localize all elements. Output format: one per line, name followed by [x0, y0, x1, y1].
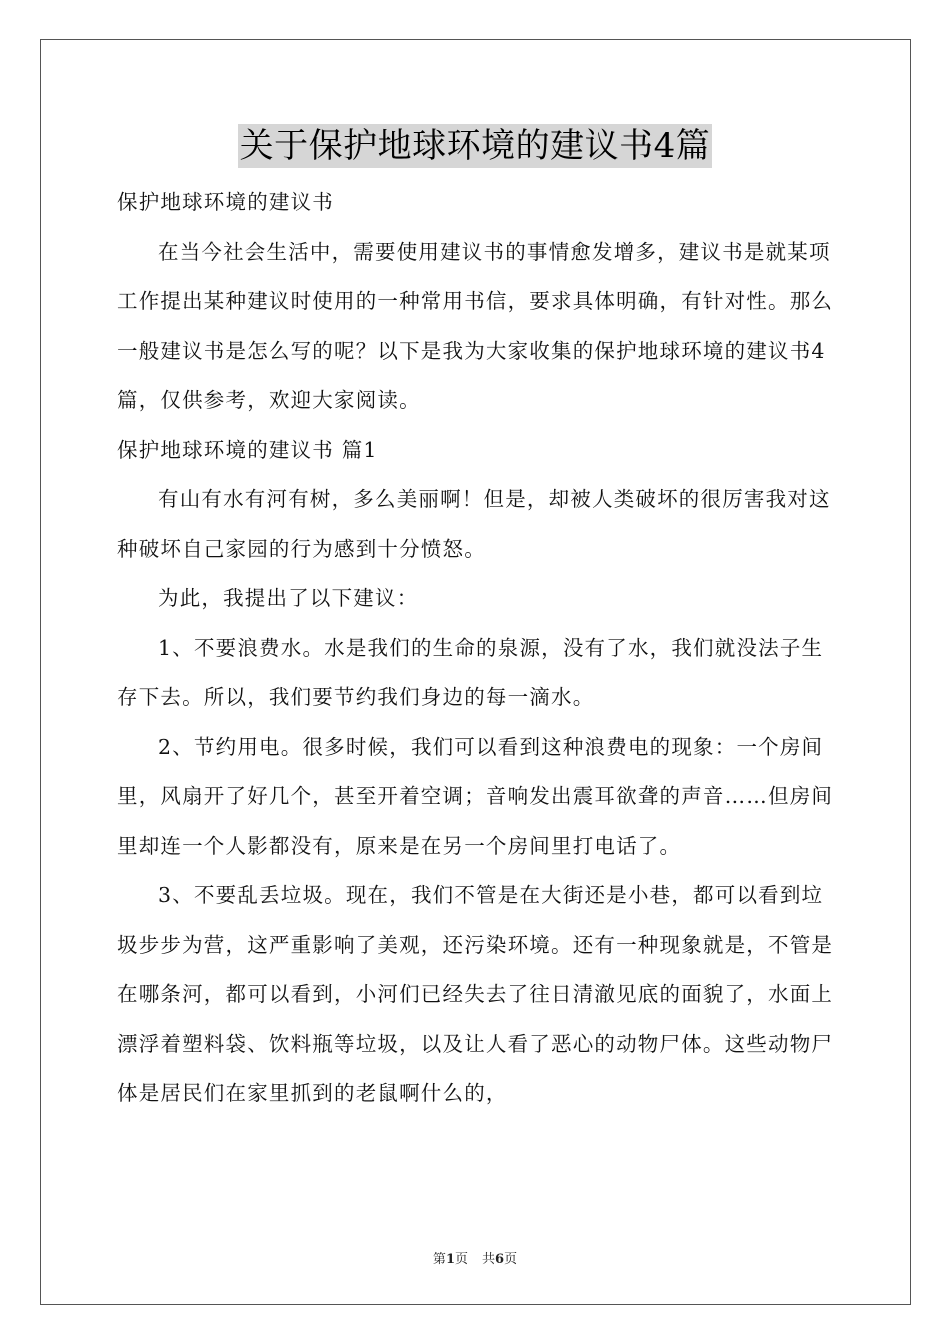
paragraph: 1、不要浪费水。水是我们的生命的泉源，没有了水，我们就没法子生存下去。所以，我们要节约我们身边的每一滴水。: [117, 635, 824, 709]
paragraph: 2、节约用电。很多时候，我们可以看到这种浪费电的现象：一个房间里，风扇开了好几个，甚至开着空调；音响发出震耳欲聋的声音……但房间里却连一个人影都没有，原来是在另一个房间里打电话了。: [117, 734, 834, 858]
document-title: 关于保护地球环境的建议书4篇: [239, 126, 711, 166]
paragraph: 3、不要乱丢垃圾。现在，我们不管是在大街还是小巷，都可以看到垃圾步步为营，这严重影响了美观，还污染环境。还有一种现象就是，不管是在哪条河，都可以看到，小河们已经失去了往日清澈见底的面貌了，水面上漂浮着塑料袋、饮料瓶等垃圾，以及让人看了恶心的动物尸体。这些动物尸体是居民们在家里抓到的老鼠啊什么的，: [117, 883, 834, 1105]
page-number: 1: [445, 1252, 455, 1267]
page-suffix: 页: [454, 1252, 468, 1267]
section-heading: 保护地球环境的建议书: [117, 190, 334, 214]
page-total: 6: [495, 1252, 505, 1267]
paragraph: 有山有水有河有树，多么美丽啊！但是，却被人类破坏的很厉害我对这种破坏自己家园的行为感到十分愤怒。: [117, 487, 831, 561]
total-suffix: 页: [504, 1252, 518, 1267]
paragraph: 为此，我提出了以下建议：: [158, 586, 419, 610]
paragraph: 在当今社会生活中，需要使用建议书的事情愈发增多，建议书是就某项工作提出某种建议时使用的一种常用书信，要求具体明确，有针对性。那么一般建议书是怎么写的呢？以下是我为大家收集的保护地球环境的建议书4篇，仅供参考，欢迎大家阅读。: [117, 239, 834, 412]
page-footer: [0, 1248, 950, 1267]
document-body: [117, 178, 839, 1119]
title-container: [0, 124, 950, 168]
page-prefix: 第: [432, 1252, 446, 1267]
section-heading: 保护地球环境的建议书 篇1: [117, 437, 378, 462]
total-prefix: 共: [482, 1252, 496, 1267]
